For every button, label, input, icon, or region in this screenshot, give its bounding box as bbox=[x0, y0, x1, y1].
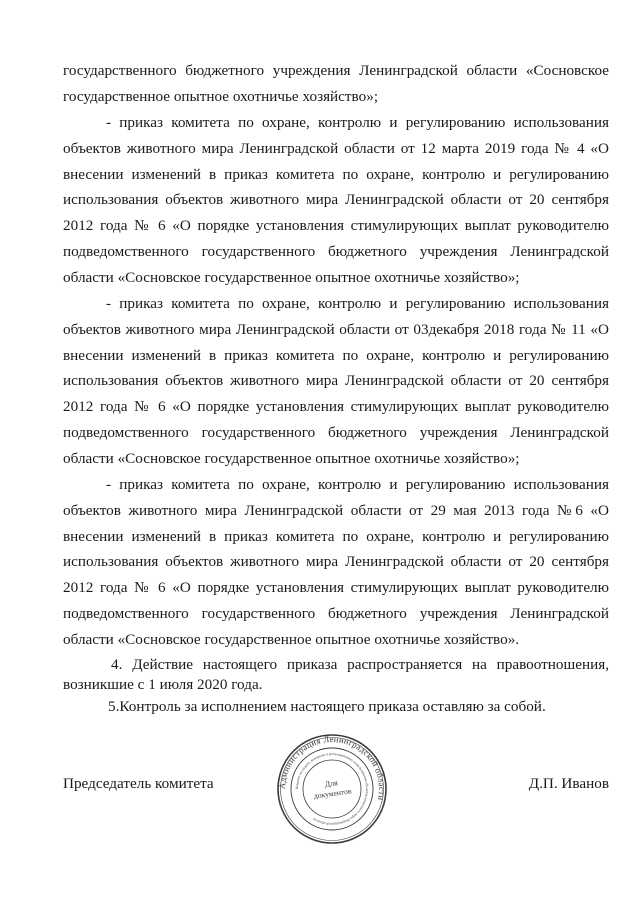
text-line: области «Сосновское государственное опытное охотничье хозяйство»; bbox=[63, 449, 520, 467]
intro-paragraph bbox=[63, 58, 609, 110]
order-item-1 bbox=[63, 110, 609, 291]
text-line: объектов животного мира Ленинградской области от 29 мая 2013 года №6 «О bbox=[63, 501, 609, 519]
text-line: возникшие с 1 июля 2020 года. bbox=[63, 675, 263, 693]
text-line: использования объектов животного мира Ленинградской области от 20 сентября bbox=[63, 372, 609, 390]
text-line: 2012 года № 6 «О порядке установления стимулирующих выплат руководителю bbox=[63, 217, 609, 235]
text-line: 4. Действие настоящего приказа распространяется на правоотношения, bbox=[111, 656, 609, 673]
text-line: внесении изменений в приказ комитета по охране, контролю и регулированию bbox=[63, 527, 609, 545]
seal-center-line2: документов bbox=[313, 786, 352, 801]
text-line: - приказ комитета по охране, контролю и регулированию использования bbox=[106, 476, 609, 493]
seal-inner-text: Комитет по охране, контролю и регулированию использования объектов животного мира Ленинградской области bbox=[294, 751, 370, 827]
point-5: 5.Контроль за исполнением настоящего приказа оставляю за собой. bbox=[108, 698, 546, 715]
text-line: внесении изменений в приказ комитета по охране, контролю и регулированию bbox=[63, 346, 609, 364]
text-line: подведомственного государственного бюджетного учреждения Ленинградской bbox=[63, 423, 609, 441]
signature-name: Д.П. Иванов bbox=[528, 775, 609, 792]
text-line: - приказ комитета по охране, контролю и регулированию использования bbox=[106, 295, 609, 312]
text-line: подведомственного государственного бюджетного учреждения Ленинградской bbox=[63, 242, 609, 260]
text-line: области «Сосновское государственное опытное охотничье хозяйство»; bbox=[63, 268, 520, 286]
text-line: внесении изменений в приказ комитета по охране, контролю и регулированию bbox=[63, 165, 609, 183]
official-seal-stamp bbox=[276, 733, 388, 845]
text-line: государственного бюджетного учреждения Ленинградской области «Сосновское bbox=[63, 62, 609, 79]
order-item-2 bbox=[63, 291, 609, 472]
text-line: области «Сосновское государственное опытное охотничье хозяйство». bbox=[63, 630, 520, 648]
point-4 bbox=[63, 655, 609, 694]
text-line: использования объектов животного мира Ленинградской области от 20 сентября bbox=[63, 553, 609, 571]
text-line: использования объектов животного мира Ленинградской области от 20 сентября bbox=[63, 191, 609, 209]
text-line: подведомственного государственного бюджетного учреждения Ленинградской bbox=[63, 604, 609, 622]
text-line: 2012 года № 6 «О порядке установления стимулирующих выплат руководителю bbox=[63, 579, 609, 597]
seal-center-line1: Для bbox=[324, 778, 339, 789]
order-item-3 bbox=[63, 472, 609, 653]
seal-outer-text: Администрация Ленинградской области bbox=[276, 733, 388, 802]
text-line: - приказ комитета по охране, контролю и регулированию использования bbox=[106, 114, 609, 131]
text-line: государственное опытное охотничье хозяйство»; bbox=[63, 87, 379, 105]
text-line: объектов животного мира Ленинградской области от 03декабря 2018 года № 11 «О bbox=[63, 320, 609, 338]
text-line: 2012 года № 6 «О порядке установления стимулирующих выплат руководителю bbox=[63, 398, 609, 416]
signature-position: Председатель комитета bbox=[63, 775, 214, 792]
text-line: объектов животного мира Ленинградской области от 12 марта 2019 года № 4 «О bbox=[63, 139, 609, 157]
